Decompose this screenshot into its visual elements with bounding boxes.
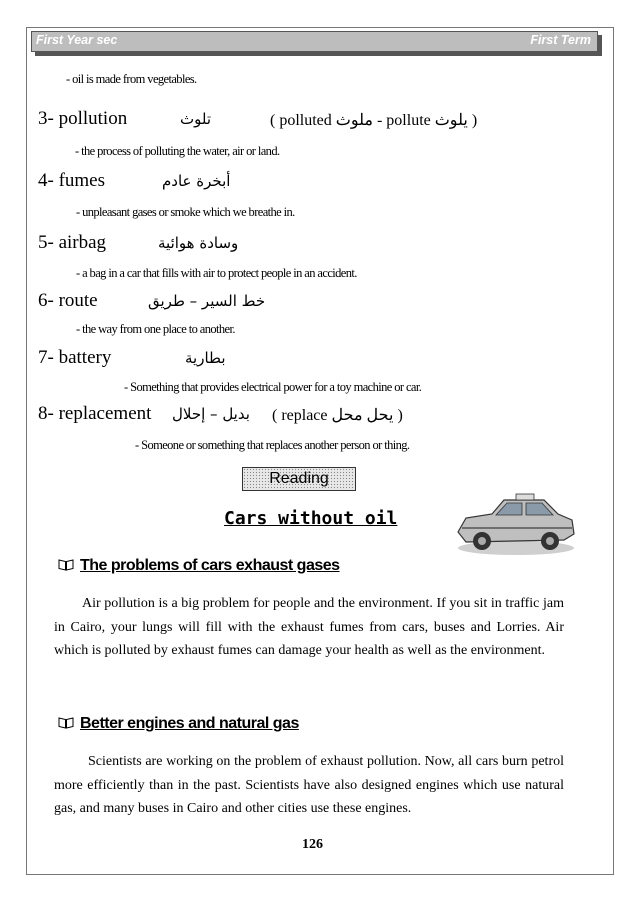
page-number: 126	[302, 837, 323, 852]
reading-paragraph: Scientists are working on the problem of exhaust pollution. Now, all cars burn petrol more efficiently than in the past. Scientists have also designed engines which use natural gas, and many buses in Cairo and other cities use these engines.	[54, 754, 564, 816]
vocab-definition: - Someone or something that replaces another person or thing.	[135, 438, 410, 452]
section-heading	[58, 557, 340, 575]
vocab-definition: - Something that provides electrical power for a toy machine or car.	[124, 380, 422, 394]
vocab-extra: ( polluted ملوث - pollute يلوث )	[270, 112, 478, 129]
section-heading-text: The problems of cars exhaust gases	[80, 557, 340, 574]
vocab-arabic: بديل – إحلال	[172, 405, 250, 423]
section-heading-text: Better engines and natural gas	[80, 715, 299, 732]
vocab-definition: - the process of polluting the water, air or land.	[75, 144, 280, 158]
vocab-definition: - the way from one place to another.	[76, 322, 235, 336]
vocab-arabic: بطارية	[185, 349, 226, 367]
open-book-icon	[58, 717, 74, 729]
vocab-term: 8- replacement	[38, 403, 152, 424]
vocab-extra: ( replace يحل محل )	[272, 407, 403, 424]
open-book-icon	[58, 559, 74, 571]
vocab-definition: - oil is made from vegetables.	[66, 72, 197, 86]
vocab-term: 6- route	[38, 290, 98, 311]
reading-title: Cars without oil	[224, 508, 398, 529]
vocab-arabic: خط السير – طريق	[148, 292, 266, 310]
reading-badge: Reading	[242, 467, 356, 491]
header-term: First Term	[530, 33, 591, 47]
vocab-arabic: وسادة هوائية	[158, 234, 239, 252]
header-bar	[31, 31, 598, 52]
reading-paragraph: Air pollution is a big problem for people and the environment. If you sit in traffic jam in Cairo, your lungs will fill with the exhaust fumes from cars, buses and Lorries. Air which is polluted by exhaust fumes can damage your health as well as the environment.	[54, 596, 564, 658]
taxi-car-illustration	[452, 488, 578, 558]
vocab-term: 4- fumes	[38, 170, 106, 191]
vocab-definition: - a bag in a car that fills with air to protect people in an accident.	[76, 266, 357, 280]
header-year: First Year sec	[36, 33, 118, 47]
vocab-arabic: أبخرة عادم	[162, 172, 231, 190]
vocab-term: 5- airbag	[38, 232, 107, 253]
vocab-definition: - unpleasant gases or smoke which we breathe in.	[76, 205, 295, 219]
section-heading	[58, 715, 299, 733]
vocab-term: 7- battery	[38, 347, 112, 368]
vocab-arabic: تلوث	[180, 110, 212, 128]
vocab-term: 3- pollution	[38, 108, 128, 129]
